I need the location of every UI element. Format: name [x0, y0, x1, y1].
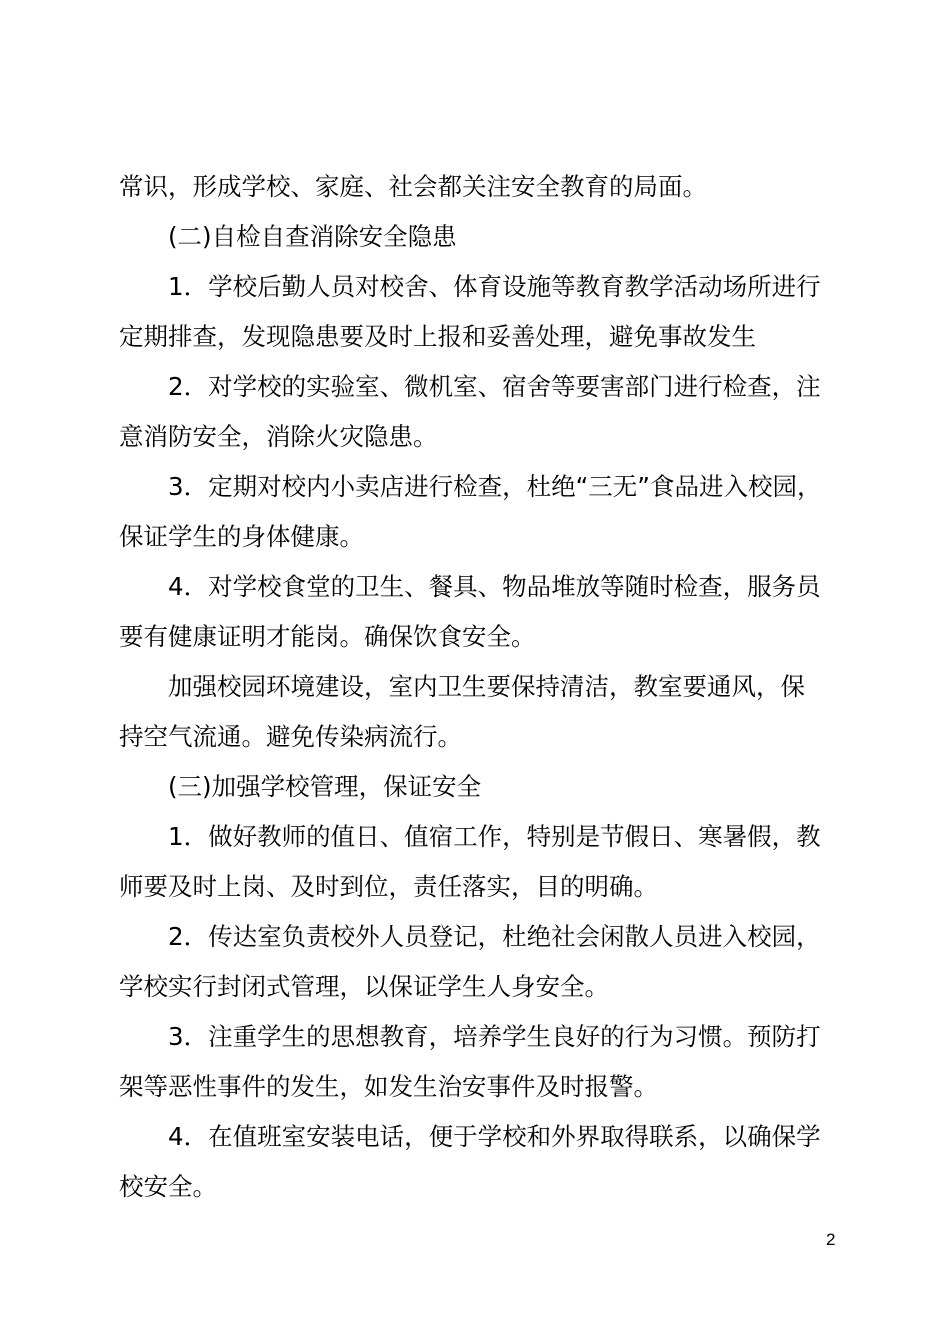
- text-line: 2．对学校的实验室、微机室、宿舍等要害部门进行检查，注: [168, 372, 821, 401]
- text-line: 加强校园环境建设，室内卫生要保持清洁，教室要通风，保: [168, 672, 805, 701]
- text-line: 师要及时上岗、及时到位，责任落实，目的明确。: [119, 872, 658, 901]
- text-line: 架等恶性事件的发生，如发生治安事件及时报警。: [119, 1072, 658, 1101]
- text-line: 4．在值班室安装电话，便于学校和外界取得联系，以确保学: [168, 1122, 821, 1151]
- text-line: 3．注重学生的思想教育，培养学生良好的行为习惯。预防打: [168, 1022, 821, 1051]
- text-line: 2．传达室负责校外人员登记，杜绝社会闲散人员进入校园，: [168, 922, 821, 951]
- text-line: 定期排查，发现隐患要及时上报和妥善处理，避免事故发生: [119, 322, 756, 351]
- text-line: 3．定期对校内小卖店进行检查，杜绝“三无”食品进入校园，: [168, 472, 822, 501]
- text-line: 4．对学校食堂的卫生、餐具、物品堆放等随时检查，服务员: [168, 572, 821, 601]
- text-line: 意消防安全，消除火灾隐患。: [119, 422, 438, 451]
- text-line: 持空气流通。避免传染病流行。: [119, 722, 462, 751]
- section-heading: (三)加强学校管理，保证安全: [168, 772, 482, 801]
- text-line: 校安全。: [119, 1172, 217, 1201]
- text-line: 要有健康证明才能岗。确保饮食安全。: [119, 622, 536, 651]
- section-heading: (二)自检自查消除安全隐患: [168, 222, 457, 251]
- text-line: 1．学校后勤人员对校舍、体育设施等教育教学活动场所进行: [168, 272, 821, 301]
- text-line: 常识，形成学校、家庭、社会都关注安全教育的局面。: [119, 172, 707, 201]
- text-line: 保证学生的身体健康。: [119, 522, 364, 551]
- text-line: 学校实行封闭式管理，以保证学生人身安全。: [119, 972, 609, 1001]
- page-number: 2: [826, 1230, 836, 1249]
- text-line: 1．做好教师的值日、值宿工作，特别是节假日、寒暑假，教: [168, 822, 821, 851]
